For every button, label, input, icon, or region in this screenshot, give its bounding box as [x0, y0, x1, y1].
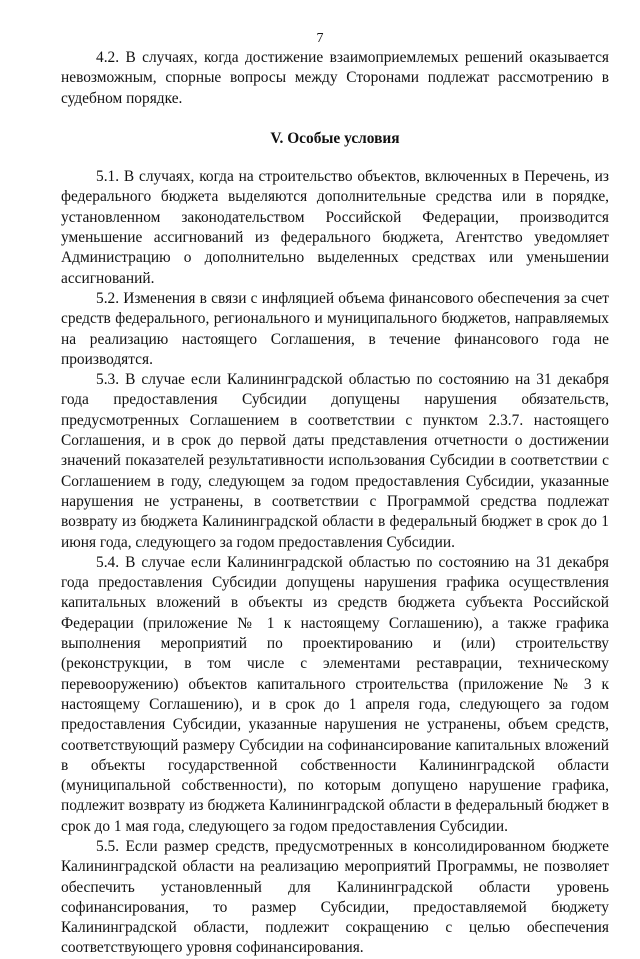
clause-5-1: 5.1. В случаях, когда на строительство объектов, включенных в Перечень, из федерального бюджета выделяются дополнительные средства или в порядке, установленном законодательством Российской Федерации, производится уменьшение ассигнований из федерального бюджета, Агентство уведомляет Администрацию о дополнительно выделенных средствах или уменьшении ассигнований.	[61, 168, 609, 287]
clause-5-4: 5.4. В случае если Калининградской областью по состоянию на 31 декабря года предоставления Субсидии допущены нарушения графика осуществления капитальных вложений в объекты из средств бюджета субъекта Российской Федерации (приложение № 1 к настоящему Соглашению), а также графика выполнения мероприятий по проектированию и (или) строительству (реконструкции, в том числе с элементами реставрации, техническому перевооружению) объектов капитального строительства (приложение № 3 к настоящему Соглашению), и в срок до 1 апреля года, следующего за годом предоставления Субсидии, указанные нарушения не устранены, объем средств, соответствующий размеру Субсидии на софинансирование капитальных вложений в объекты государственной собственности Калининградской области (муниципальной собственности), по которым допущено нарушение графика, подлежит возврату из бюджета Калининградской области в федеральный бюджет в срок до 1 мая года, следующего за годом предоставления Субсидии.	[61, 553, 609, 835]
clause-5-2: 5.2. Изменения в связи с инфляцией объема финансового обеспечения за счет средств федерального, регионального и муниципального бюджетов, направляемых на реализацию настоящего Соглашения, в течение финансового года не производятся.	[61, 289, 609, 368]
section-title: V. Особые условия	[270, 129, 400, 147]
page-number: 7	[316, 31, 324, 46]
document-body	[61, 48, 609, 959]
clause-5-5: 5.5. Если размер средств, предусмотренных в консолидированном бюджете Калининградской области на реализацию мероприятий Программы, не позволяет обеспечить установленный для Калининградской области уровень софинансирования, то размер Субсидии, предоставляемой бюджету Калининградской области, подлежит сокращению с целью обеспечения соответствующего уровня софинансирования.	[61, 837, 609, 957]
clause-4-2: 4.2. В случаях, когда достижение взаимоприемлемых решений оказывается невозможным, спорные вопросы между Сторонами подлежат рассмотрению в судебном порядке.	[61, 49, 609, 107]
clause-5-3: 5.3. В случае если Калининградской областью по состоянию на 31 декабря года предоставления Субсидии допущены нарушения обязательств, предусмотренных Соглашением в соответствии с пунктом 2.3.7. настоящего Соглашения, и в срок до первой даты представления отчетности о достижении значений показателей результативности использования Субсидии в соответствии с Соглашением в году, следующем за годом предоставления Субсидии, указанные нарушения не устранены, в соответствии с Программой средства подлежат возврату из бюджета Калининградской области в федеральный бюджет в срок до 1 июня года, следующего за годом предоставления Субсидии.	[61, 371, 609, 551]
